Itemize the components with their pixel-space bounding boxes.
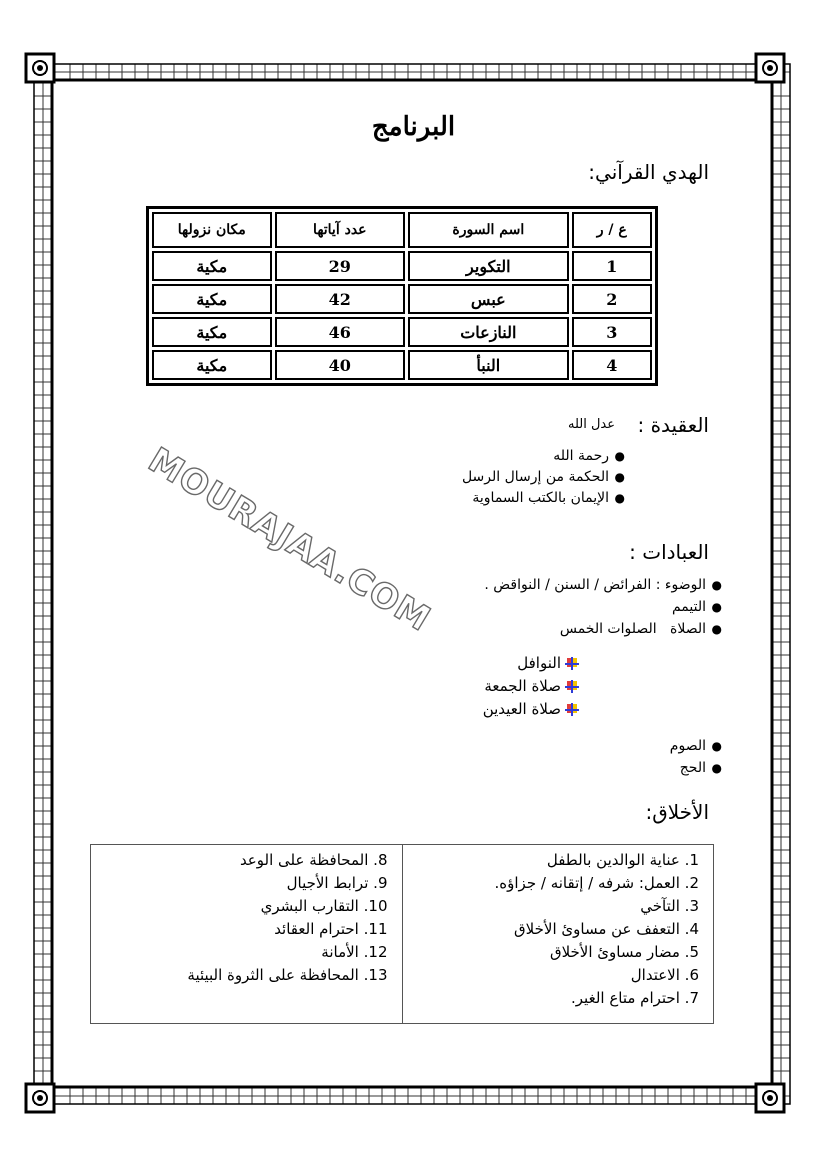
surah-table: [146, 206, 658, 386]
cell-surah: النبأ: [408, 350, 569, 380]
list-item: ●الحج: [670, 757, 722, 779]
header-verse-count: عدد آياتها: [275, 212, 406, 248]
list-item: صلاة الجمعة: [483, 675, 579, 698]
cell-verses: 40: [275, 350, 406, 380]
aqida-list: [462, 446, 625, 509]
list-item: 3. التآخي: [640, 897, 699, 915]
bullet-icon: ●: [711, 622, 722, 636]
cell-surah: النازعات: [408, 317, 569, 347]
list-item: 9. ترابط الأجيال: [286, 874, 388, 892]
list-item: صلاة العيدين: [483, 698, 579, 721]
list-item: 7. احترام متاع الغير.: [571, 989, 699, 1007]
akhlaq-column-1: [403, 845, 714, 1023]
list-item: ●الصوم: [670, 735, 722, 757]
cell-number: 3: [572, 317, 652, 347]
list-item: 8. المحافظة على الوعد: [239, 851, 388, 869]
ibadat-list-continued: [670, 735, 722, 779]
akhlaq-section-heading: الأخلاق:: [645, 800, 709, 824]
list-item: 4. التعفف عن مساوئ الأخلاق: [514, 920, 699, 938]
bullet-icon: ●: [711, 578, 722, 592]
list-item: ●رحمة الله: [462, 446, 625, 467]
cell-verses: 29: [275, 251, 406, 281]
list-item: 10. التقارب البشري: [260, 897, 388, 915]
ibadat-list: [484, 574, 722, 640]
cell-verses: 42: [275, 284, 406, 314]
bullet-icon: ●: [614, 470, 625, 484]
bullet-icon: ●: [711, 600, 722, 614]
list-item: 5. مضار مساوئ الأخلاق: [549, 943, 699, 961]
cell-place: مكية: [152, 350, 272, 380]
quran-section-heading: الهدي القرآني:: [588, 160, 709, 184]
cell-number: 2: [572, 284, 652, 314]
list-item: ●التيمم: [484, 596, 722, 618]
cell-surah: التكوير: [408, 251, 569, 281]
bullet-icon: ●: [711, 739, 722, 753]
cell-surah: عبس: [408, 284, 569, 314]
flag-bullet-icon: [565, 680, 579, 693]
akhlaq-column-2: [91, 845, 403, 1023]
flag-bullet-icon: [565, 703, 579, 716]
cell-number: 4: [572, 350, 652, 380]
list-item: 13. المحافظة على الثروة البيئية: [187, 966, 388, 984]
header-number: ع / ر: [572, 212, 652, 248]
list-item: 1. عناية الوالدين بالطفل: [546, 851, 699, 869]
akhlaq-box: [90, 844, 714, 1024]
salat-sublist: [483, 652, 579, 721]
list-item: ●الإيمان بالكتب السماوية: [462, 488, 625, 509]
list-item: ●الحكمة من إرسال الرسل: [462, 467, 625, 488]
cell-place: مكية: [152, 284, 272, 314]
list-item: النوافل: [483, 652, 579, 675]
bullet-icon: ●: [614, 491, 625, 505]
list-item: 12. الأمانة: [321, 943, 388, 961]
table-row: [152, 350, 652, 380]
table-header-row: [152, 212, 652, 248]
ibadat-section-heading: العبادات :: [629, 540, 709, 564]
aqida-top-item: عدل الله: [567, 417, 615, 432]
header-revelation-place: مكان نزولها: [152, 212, 272, 248]
table-row: [152, 317, 652, 347]
header-surah-name: اسم السورة: [408, 212, 569, 248]
list-item: ●الصلاة الصلوات الخمس: [484, 618, 722, 640]
list-item: 6. الاعتدال: [630, 966, 699, 984]
bullet-icon: ●: [614, 449, 625, 463]
aqida-section-heading: العقيدة :: [637, 413, 709, 437]
cell-verses: 46: [275, 317, 406, 347]
table-row: [152, 251, 652, 281]
cell-place: مكية: [152, 251, 272, 281]
page-title: البرنامج: [371, 112, 456, 142]
list-item: ●الوضوء : الفرائض / السنن / النواقض .: [484, 574, 722, 596]
list-item: 11. احترام العقائد: [274, 920, 388, 938]
cell-place: مكية: [152, 317, 272, 347]
cell-number: 1: [572, 251, 652, 281]
watermark: MOURAJAA.COM: [141, 440, 438, 640]
bullet-icon: ●: [711, 761, 722, 775]
flag-bullet-icon: [565, 657, 579, 670]
table-row: [152, 284, 652, 314]
list-item: 2. العمل: شرفه / إتقانه / جزاؤه.: [494, 874, 699, 892]
